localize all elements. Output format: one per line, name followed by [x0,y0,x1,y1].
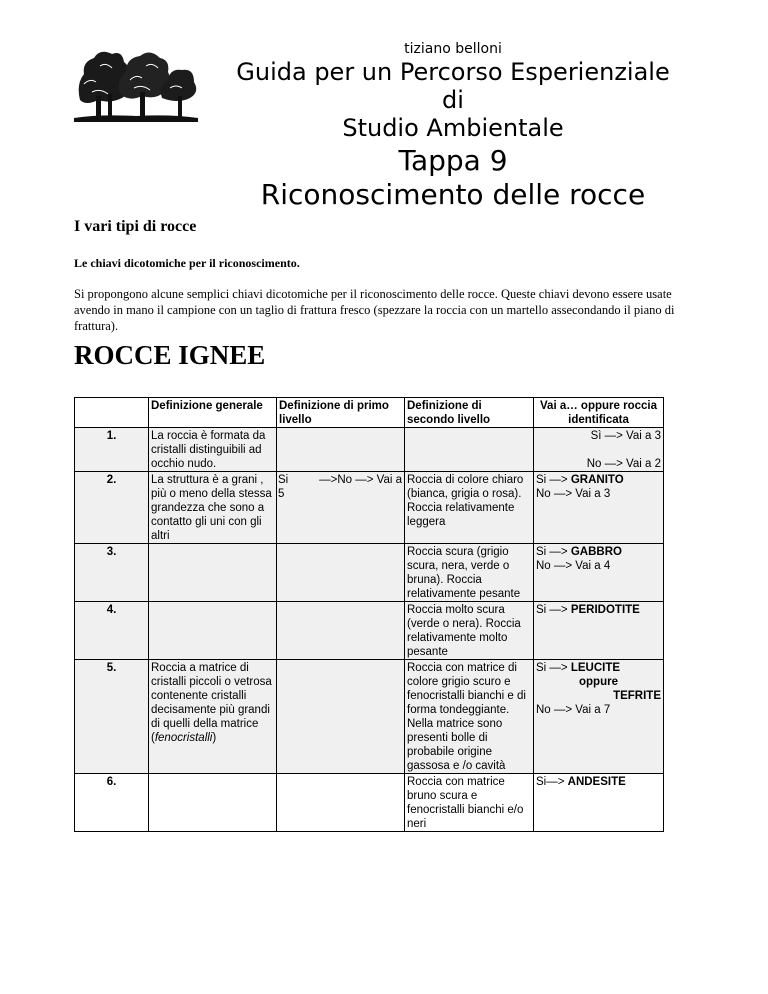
general-definition [149,774,277,832]
col-second-level-header: Definizione di secondo livello [405,398,534,428]
rock-name: LEUCITE [570,662,621,674]
guide-title-line2: Studio Ambientale [342,114,564,142]
topic-title: Riconoscimento delle rocce [260,178,646,211]
goto-no: No —> Vai a 4 [536,560,611,572]
general-definition: La struttura è a grani , più o meno della stessa grandezza che sono a contatto gli uni con gli altri [149,472,277,544]
trees-logo-icon [70,44,202,122]
goto-no: No —> Vai a 3 [536,488,611,500]
table-row [75,774,664,832]
table-row [75,602,664,660]
rock-name-alt: TEFRITE [613,690,661,702]
general-definition [149,660,277,774]
second-level-definition [405,428,534,472]
second-level-definition: Roccia scura (grigio scura, nera, verde o bruna). Roccia relativamente pesante [405,544,534,602]
rock-name: PERIDOTITE [570,604,640,616]
goto-cell [534,660,664,774]
first-level-definition [277,472,405,544]
rock-name: GRANITO [570,474,624,486]
col-number-header [75,398,149,428]
general-definition-end: ) [212,732,217,744]
general-definition [149,544,277,602]
dichotomous-key-table [74,397,664,832]
document-header [228,40,678,212]
first-level-yes: Si [278,474,289,486]
col-first-level-header: Definizione di primo livello [277,398,405,428]
first-level-definition [277,774,405,832]
goto-yes-prefix: Si —> [536,604,571,616]
goto-yes-prefix: Si —> [536,474,571,486]
section-title: I vari tipi di rocce [74,218,197,235]
table-row [75,544,664,602]
second-level-definition: Roccia molto scura (verde o nera). Roccia relativamente molto pesante [405,602,534,660]
goto-no: No —> Vai a 2 [586,458,661,470]
rock-name: GABBRO [570,546,622,558]
row-number: 4. [75,602,149,660]
second-level-definition: Roccia con matrice bruno scura e fenocristalli bianchi e/o neri [405,774,534,832]
rock-name: ANDESITE [567,776,626,788]
goto-cell [534,602,664,660]
goto-cell [534,774,664,832]
row-number: 1. [75,428,149,472]
first-level-no: —>No —> Vai a [319,474,402,486]
row-number: 5. [75,660,149,774]
table-row [75,472,664,544]
guide-title-line1: Guida per un Percorso Esperienziale di [236,58,670,114]
goto-cell [534,428,664,472]
goto-yes-prefix: Si —> [536,546,571,558]
first-level-definition [277,428,405,472]
stage-title: Tappa 9 [398,144,508,177]
table-header-row [75,398,664,428]
goto-cell [534,472,664,544]
first-level-definition [277,660,405,774]
goto-no: No —> Vai a 7 [536,704,611,716]
first-level-definition [277,544,405,602]
table-row [75,428,664,472]
author-name: tiziano belloni [404,41,502,57]
goto-or: oppure [579,676,618,688]
first-level-definition [277,602,405,660]
goto-yes: Sì —> Vai a 3 [590,430,661,442]
general-definition-text: Roccia a matrice di cristalli piccoli o vetrosa contenente cristalli decisamente più grandi di quelli della matrice ( [151,662,272,744]
row-number: 3. [75,544,149,602]
first-level-goto-number: 5 [278,488,285,500]
goto-cell [534,544,664,602]
goto-yes-prefix: Si—> [536,776,568,788]
goto-yes-prefix: Si —> [536,662,571,674]
row-number: 2. [75,472,149,544]
general-definition-term: fenocristalli [154,732,213,744]
second-level-definition: Roccia di colore chiaro (bianca, grigia o rosa). Roccia relativamente leggera [405,472,534,544]
general-definition: La roccia è formata da cristalli distinguibili ad occhio nudo. [149,428,277,472]
second-level-definition: Roccia con matrice di colore grigio scuro e fenocristalli bianchi e di forma tondeggiante. Nella matrice sono presenti bolle di probabile origine gassosa e /o cavità [405,660,534,774]
table-row [75,660,664,774]
col-general-header: Definizione generale [149,398,277,428]
row-number: 6. [75,774,149,832]
igneous-rocks-heading: ROCCE IGNEE [74,340,266,370]
col-goto-header: Vai a… oppure roccia identificata [534,398,664,428]
intro-paragraph: Si propongono alcune semplici chiavi dicotomiche per il riconoscimento delle rocce. Queste chiavi devono essere usate avendo in mano il campione con un taglio di frattura fresco (spezzare la roccia con un martello assecondando il piano di frattura). [74,287,675,333]
subsection-title: Le chiavi dicotomiche per il riconoscimento. [74,256,300,270]
general-definition [149,602,277,660]
